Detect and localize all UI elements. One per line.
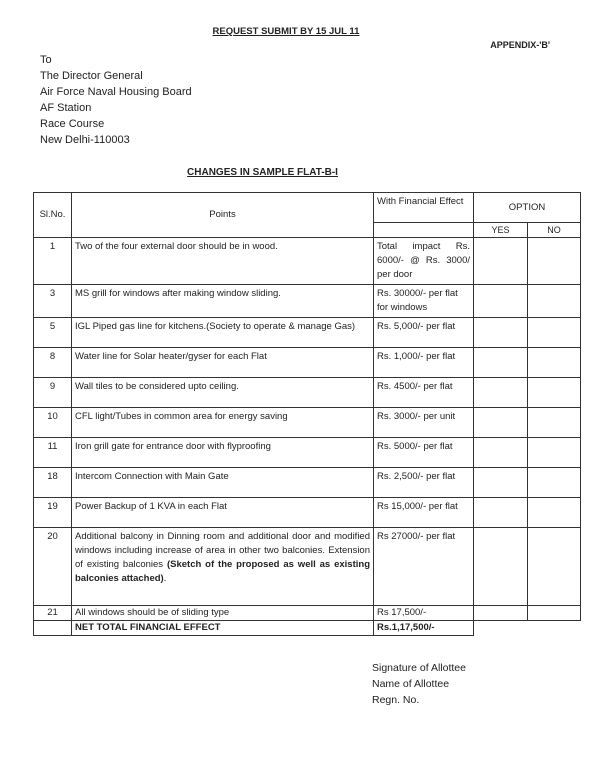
header-sl-no: Sl.No. [34, 193, 72, 238]
row-effect: Rs. 5,000/- per flat [374, 318, 474, 348]
row-yes-cell[interactable] [474, 285, 528, 318]
name-line: Name of Allottee [372, 678, 450, 690]
row-no-cell[interactable] [528, 318, 581, 348]
header-financial-blank [374, 223, 474, 238]
row-point-bold: (Sketch of the proposed as well as existing balconies attached) [75, 559, 371, 584]
row-sl: 18 [34, 468, 72, 498]
row-point: IGL Piped gas line for kitchens.(Society to operate & manage Gas) [72, 318, 374, 348]
row-yes-cell[interactable] [474, 318, 528, 348]
total-row [34, 621, 581, 636]
address-line: The Director General [40, 70, 143, 82]
row-no-cell[interactable] [528, 348, 581, 378]
appendix-label: APPENDIX-'B' [490, 40, 550, 50]
row-point [72, 528, 374, 606]
header-financial-effect: With Financial Effect [374, 193, 474, 223]
row-sl: 19 [34, 498, 72, 528]
row-sl: 3 [34, 285, 72, 318]
table-row [34, 438, 581, 468]
row-no-cell[interactable] [528, 238, 581, 285]
table-row [34, 285, 581, 318]
row-no-cell[interactable] [528, 378, 581, 408]
row-yes-cell[interactable] [474, 528, 528, 606]
header-yes: YES [474, 223, 528, 238]
header-no: NO [528, 223, 581, 238]
row-sl: 11 [34, 438, 72, 468]
row-point-text: Additional balcony in Dinning room and additional door and modified windows including increase of area in other two balconies. Extension of existing balconies [75, 531, 370, 570]
total-blank [474, 621, 528, 636]
row-no-cell[interactable] [528, 468, 581, 498]
row-yes-cell[interactable] [474, 438, 528, 468]
row-point: Two of the four external door should be in wood. [72, 238, 374, 285]
row-effect: Rs. 4500/- per flat [374, 378, 474, 408]
table-row [34, 318, 581, 348]
table-row [34, 348, 581, 378]
row-effect: Rs 17,500/- [374, 606, 474, 621]
row-effect: Rs. 1,000/- per flat [374, 348, 474, 378]
row-sl: 1 [34, 238, 72, 285]
table-row [34, 378, 581, 408]
row-point: Water line for Solar heater/gyser for each Flat [72, 348, 374, 378]
row-sl: 9 [34, 378, 72, 408]
table-row [34, 238, 581, 285]
address-block [40, 52, 192, 148]
row-point: Wall tiles to be considered upto ceiling. [72, 378, 374, 408]
row-sl: 8 [34, 348, 72, 378]
row-no-cell[interactable] [528, 528, 581, 606]
row-yes-cell[interactable] [474, 498, 528, 528]
regn-no-line: Regn. No. [372, 694, 420, 706]
header-points: Points [72, 193, 374, 238]
row-sl: 5 [34, 318, 72, 348]
row-no-cell[interactable] [528, 285, 581, 318]
address-line: Race Course [40, 118, 105, 130]
row-no-cell[interactable] [528, 606, 581, 621]
table-row [34, 528, 581, 606]
row-no-cell[interactable] [528, 438, 581, 468]
signature-line: Signature of Allottee [372, 662, 466, 674]
table-row [34, 606, 581, 621]
row-no-cell[interactable] [528, 498, 581, 528]
row-point: MS grill for windows after making window sliding. [72, 285, 374, 318]
row-yes-cell[interactable] [474, 468, 528, 498]
row-effect: Rs. 3000/- per unit [374, 408, 474, 438]
request-deadline-title: REQUEST SUBMIT BY 15 JUL 11 [212, 26, 360, 37]
row-sl: 21 [34, 606, 72, 621]
row-effect: Total impact Rs. 6000/- @ Rs. 3000/ per door [374, 238, 474, 285]
row-effect: Rs 15,000/- per flat [374, 498, 474, 528]
row-yes-cell[interactable] [474, 238, 528, 285]
row-point: Intercom Connection with Main Gate [72, 468, 374, 498]
total-value: Rs.1,17,500/- [374, 621, 474, 636]
header-option: OPTION [474, 193, 581, 223]
row-point-tail: . [163, 573, 167, 584]
signature-block [372, 660, 466, 708]
row-yes-cell[interactable] [474, 606, 528, 621]
row-point: Iron grill gate for entrance door with flyproofing [72, 438, 374, 468]
total-sl-blank [34, 621, 72, 636]
address-line: New Delhi-110003 [40, 134, 130, 146]
row-yes-cell[interactable] [474, 408, 528, 438]
row-point: All windows should be of sliding type [72, 606, 374, 621]
row-sl: 10 [34, 408, 72, 438]
total-blank [528, 621, 581, 636]
row-effect: Rs. 5000/- per flat [374, 438, 474, 468]
row-sl: 20 [34, 528, 72, 606]
row-no-cell[interactable] [528, 408, 581, 438]
address-line: To [40, 54, 52, 66]
table-row [34, 498, 581, 528]
changes-table [33, 192, 581, 636]
row-effect: Rs. 30000/- per flat for windows [374, 285, 474, 318]
address-line: AF Station [40, 102, 92, 114]
row-point: CFL light/Tubes in common area for energy saving [72, 408, 374, 438]
row-effect: Rs 27000/- per flat [374, 528, 474, 606]
total-label: NET TOTAL FINANCIAL EFFECT [72, 621, 374, 636]
table-row [34, 408, 581, 438]
address-line: Air Force Naval Housing Board [40, 86, 192, 98]
table-row [34, 468, 581, 498]
row-yes-cell[interactable] [474, 348, 528, 378]
row-yes-cell[interactable] [474, 378, 528, 408]
row-point: Power Backup of 1 KVA in each Flat [72, 498, 374, 528]
section-title: CHANGES IN SAMPLE FLAT-B-I [187, 167, 338, 178]
row-effect: Rs. 2,500/- per flat [374, 468, 474, 498]
